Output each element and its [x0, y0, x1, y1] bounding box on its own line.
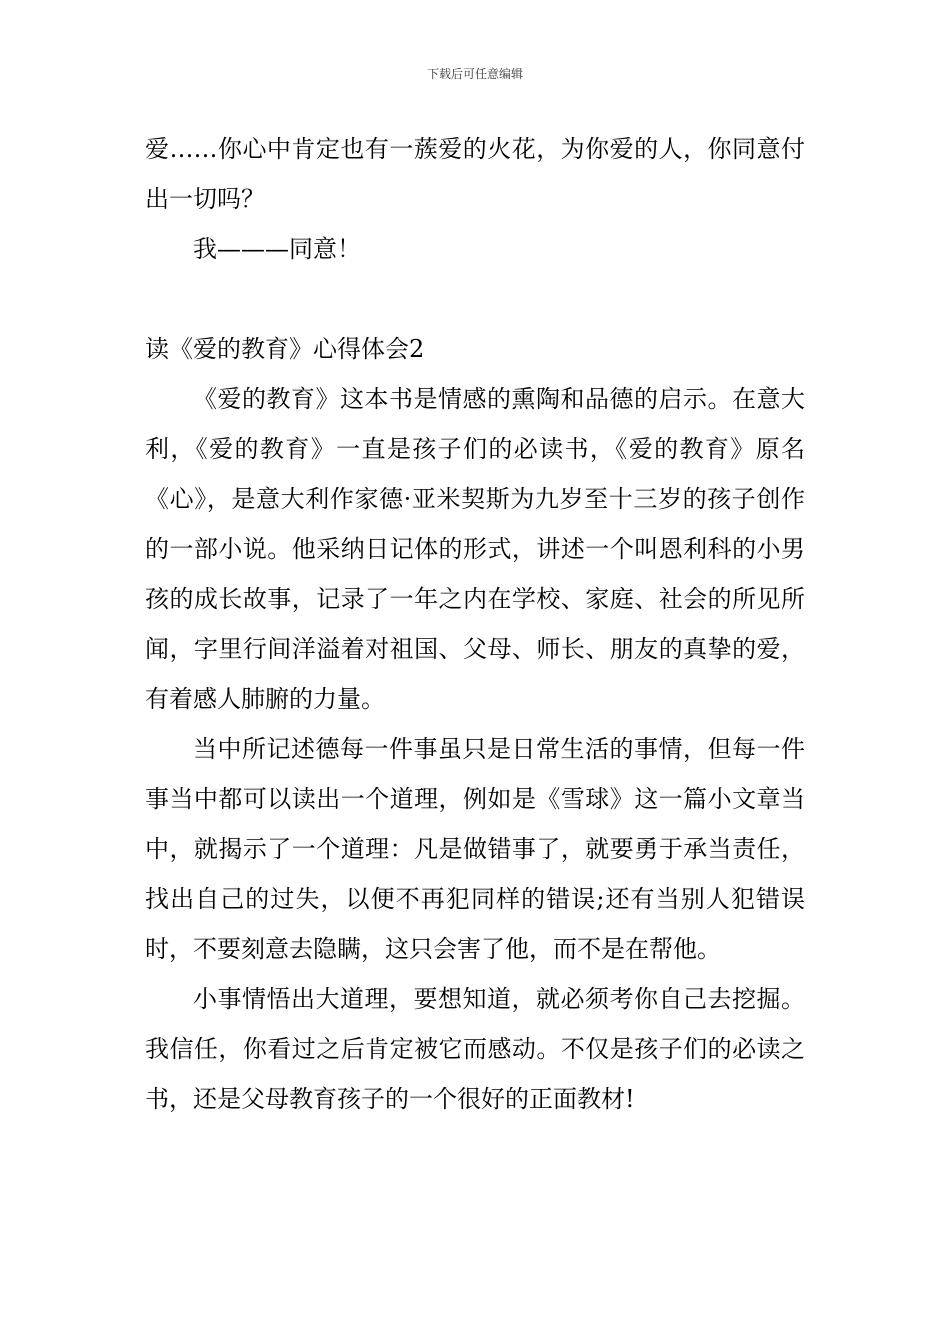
paragraph-intro: 《爱的教育》这本书是情感的熏陶和品德的启示。在意大利，《爱的教育》一直是孩子们的必读书，《爱的教育》原名《心》，是意大利作家德·亚米契斯为九岁至十三岁的孩子创作的一部小说。他采纳日记体的形式，讲述一个叫恩利科的小男孩的成长故事，记录了一年之内在学校、家庭、社会的所见所闻，字里行间洋溢着对祖国、父母、师长、朋友的真挚的爱，有着感人肺腑的力量。 [145, 385, 805, 713]
paragraph-agree: 我———同意！ [193, 235, 361, 263]
paragraph-story: 当中所记述德每一件事虽只是日常生活的事情，但每一件事当中都可以读出一个道理，例如是《雪球》这一篇小文章当中，就揭示了一个道理：凡是做错事了，就要勇于承当责任，找出自己的过失，以便不再犯同样的错误;还有当别人犯错误时，不要刻意去隐瞒，这只会害了他，而不是在帮他。 [145, 735, 805, 963]
page-header-note: 下载后可任意编辑 [426, 67, 523, 81]
paragraph-conclusion: 小事情悟出大道理，要想知道，就必须考你自己去挖掘。我信任，你看过之后肯定被它而感动。不仅是孩子们的必读之书，还是父母教育孩子的一个很好的正面教材! [145, 985, 805, 1113]
section-heading: 读《爱的教育》心得体会2 [145, 335, 425, 363]
document-body [145, 124, 805, 1124]
paragraph-continuation: 爱……你心中肯定也有一蔟爱的火花，为你爱的人，你同意付出一切吗？ [145, 135, 805, 213]
